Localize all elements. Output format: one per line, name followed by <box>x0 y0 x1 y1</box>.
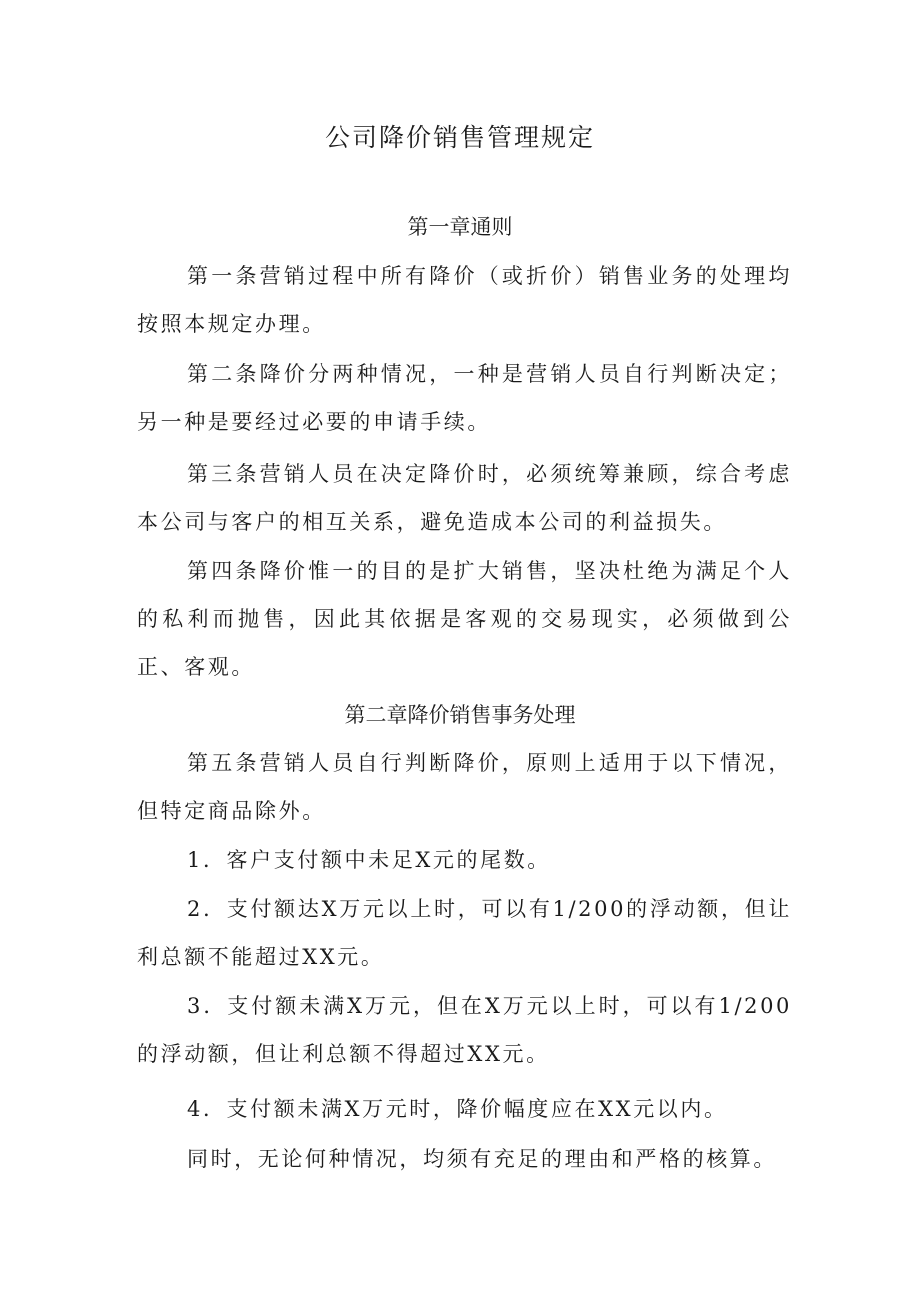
article-paragraph: 第五条营销人员自行判断降价，原则上适用于以下情况，但特定商品除外。 <box>137 751 792 823</box>
chapter-heading: 第二章降价销售事务处理 <box>344 703 576 727</box>
list-item: 2．支付额达X万元以上时，可以有1/200的浮动额，但让利总额不能超过XX元。 <box>137 897 792 969</box>
list-item: 4．支付额未满X万元时，降价幅度应在XX元以内。 <box>187 1097 728 1121</box>
article-paragraph: 第三条营销人员在决定降价时，必须统筹兼顾，综合考虑本公司与客户的相互关系，避免造成本公司的利益损失。 <box>137 462 792 534</box>
list-item: 3．支付额未满X万元，但在X万元以上时，可以有1/200的浮动额，但让利总额不得超过XX元。 <box>137 994 792 1066</box>
closing-paragraph: 同时，无论何种情况，均须有充足的理由和严格的核算。 <box>187 1147 777 1171</box>
list-item: 1．客户支付额中未足X元的尾数。 <box>187 848 551 872</box>
article-paragraph: 第四条降价惟一的目的是扩大销售，坚决杜绝为满足个人的私利而抛售，因此其依据是客观的交易现实，必须做到公正、客观。 <box>137 559 792 679</box>
chapter-heading: 第一章通则 <box>407 215 513 239</box>
article-paragraph: 第二条降价分两种情况，一种是营销人员自行判断决定；另一种是要经过必要的申请手续。 <box>137 362 792 434</box>
document-title: 公司降价销售管理规定 <box>324 123 595 152</box>
article-paragraph: 第一条营销过程中所有降价（或折价）销售业务的处理均按照本规定办理。 <box>137 264 792 336</box>
